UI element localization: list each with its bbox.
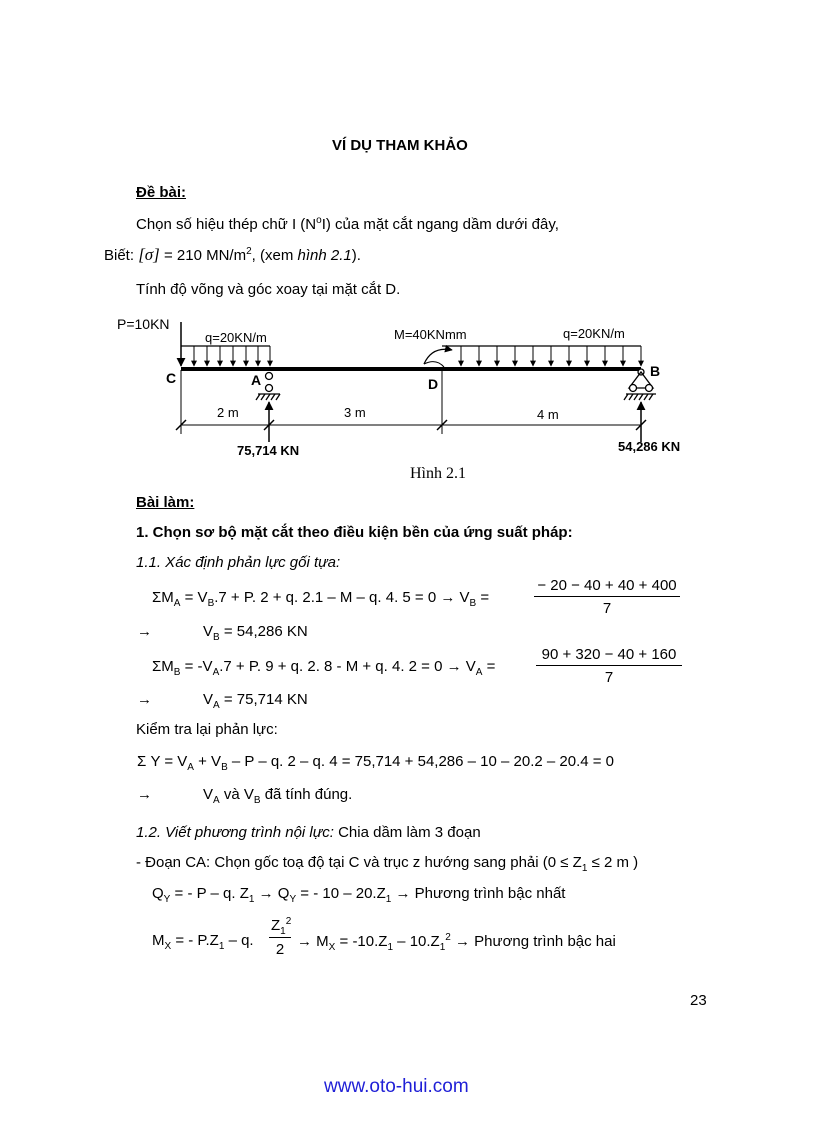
dimension-1: 2 m (217, 405, 239, 420)
section-1-heading: 1. Chọn sơ bộ mặt cắt theo điều kiện bền của ứng suất pháp: (136, 524, 573, 541)
problem-heading: Đề bài: (136, 184, 187, 201)
subsection-1-1: 1.1. Xác định phản lực gối tựa: (136, 554, 341, 571)
point-B: B (650, 363, 661, 379)
problem-line-2: Biết: [σ] = 210 $MN/m^2$, (xem hình 2.1). (104, 245, 361, 264)
reaction-B-label: 54,286 KN (618, 439, 681, 454)
reaction-A-label: 75,714 KN (237, 443, 300, 458)
arrow-3: → (137, 786, 152, 803)
equation-MB: $\Sigma M_B = -V_A.7 + P$. 9 + q. 2. 8 - M + q. 4. $2 = 0 \to V_A$ = (152, 658, 496, 678)
fraction-VB: $\frac{- 20 - 40 + 40 + 400}{7}$ (534, 577, 680, 617)
load-P-label: P=10KN (117, 316, 170, 332)
beam (181, 367, 641, 371)
dimension-3: 4 m (537, 407, 559, 422)
point-D: D (428, 376, 439, 392)
VA-result: $V_A = 75,714$ KN (203, 691, 308, 711)
figure-caption: Hình 2.1 (410, 465, 466, 482)
problem-line-3: Tính độ võng và góc xoay tại mặt cắt D. (136, 281, 401, 298)
q-right-label: q=20KN/m (563, 326, 625, 341)
fraction-VA: $\frac{90 + 320 - 40 + 160}{7}$ (536, 646, 682, 686)
equation-MX-right: → $M_X = -10.Z_1 - 10.Z_1^2$ → Phương trình bậc hai (297, 932, 616, 953)
equation-MX-left: $M_X$ = - $P.Z_1$ – q. (152, 932, 254, 952)
page-title: VÍ DỤ THAM KHẢO (332, 137, 468, 154)
fraction-MX: $\frac{Z_1^2}{2}$ (271, 916, 292, 958)
check-title: Kiểm tra lại phản lực: (136, 721, 278, 738)
solution-heading: Bài làm: (136, 494, 195, 511)
q-left-label: q=20KN/m (205, 330, 267, 345)
VB-result: $V_B = 54,286$ KN (203, 623, 308, 643)
q-right-arrows (461, 346, 641, 366)
arrow-1: → (137, 623, 152, 640)
dimension-2: 3 m (344, 405, 366, 420)
equation-QY: $Q_Y$ = - P – q. $Z_1 \to Q_Y$ = - $10 - 20.Z_1$ → Phương trình bậc nhất (152, 885, 566, 905)
moment-arc (424, 349, 452, 364)
point-A: A (251, 372, 262, 388)
check-result: $V_A$ và $V_B$ đã tính đúng. (203, 786, 353, 806)
footer-link[interactable]: www.oto-hui.com (324, 1076, 469, 1097)
page-number: 23 (690, 992, 707, 1009)
sigma-symbol: [σ] (138, 245, 160, 264)
check-equation: Σ $Y = V_A + V_B - P - q$. 2 – q. 4 = 75,714 + 54,286 – 10 – 20.2 – 20.4 = 0 (137, 753, 615, 773)
segment-CA: - Đoạn CA: Chọn gốc toạ độ tại C và trục z hướng sang phải ($0 \le Z_1 \le 2$ m ) (136, 854, 639, 874)
equation-MA: $\Sigma M_A = V_B.7 + P$. 2 + q. 2.1 – M – q. 4. $5 = 0 \to V_B$ = (152, 589, 490, 609)
beam-diagram (0, 312, 816, 462)
moment-label: M=40KNmm (394, 327, 467, 342)
problem-line-1: Chọn số hiệu thép chữ I $(N^oI)$ của mặt cắt ngang dầm dưới đây, (136, 215, 559, 233)
point-C: C (166, 370, 177, 386)
arrow-2: → (137, 691, 152, 708)
q-left-arrows (194, 346, 270, 366)
subsection-1-2: 1.2. Viết phương trình nội lực: Chia dầm làm 3 đoạn (136, 824, 481, 841)
